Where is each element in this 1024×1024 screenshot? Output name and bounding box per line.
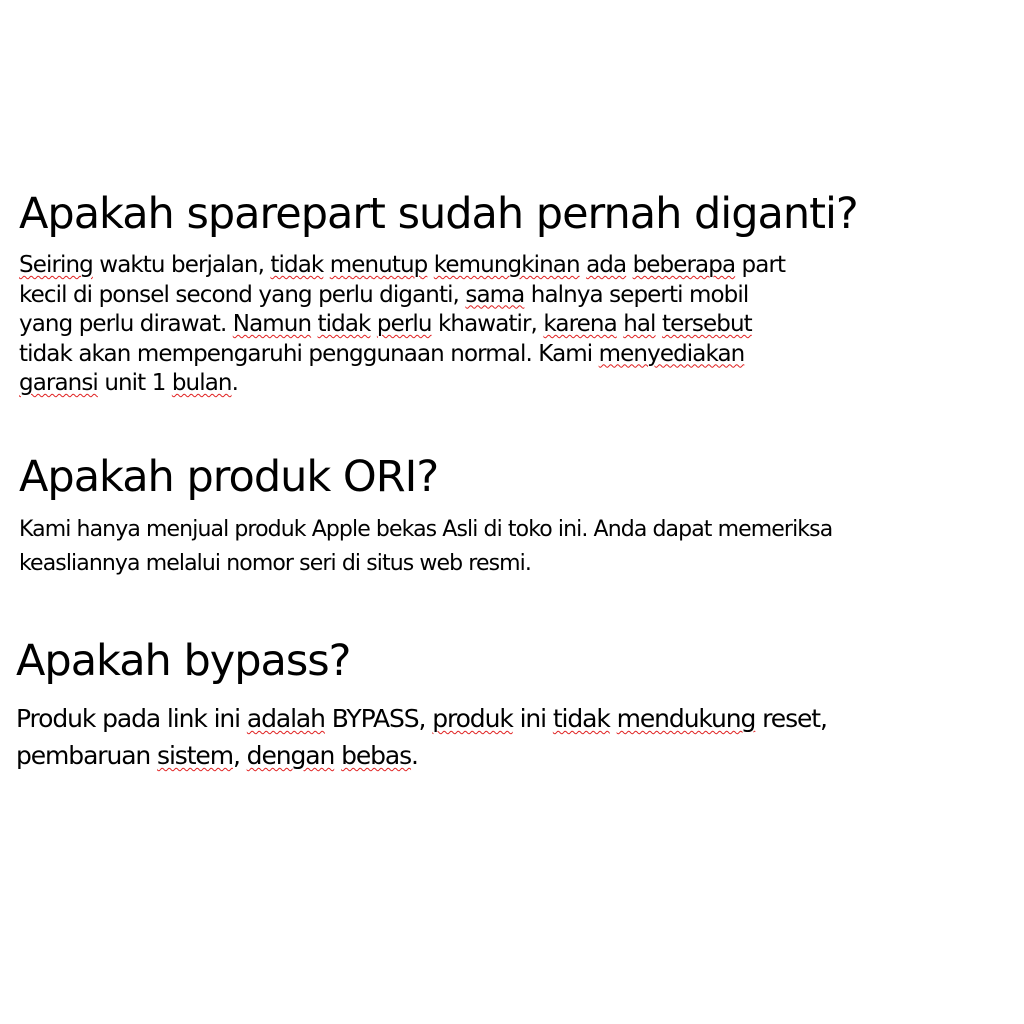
text-run: halnya seperti mobil bbox=[524, 281, 749, 308]
spellcheck-flagged-word: bebas bbox=[341, 741, 412, 770]
spellcheck-flagged-word: Seiring bbox=[19, 252, 93, 278]
paragraph-line bbox=[16, 737, 827, 774]
spellcheck-flagged-word: bulan bbox=[171, 370, 232, 396]
text-run: , bbox=[232, 741, 247, 770]
spellcheck-flagged-word: garansi bbox=[19, 370, 98, 396]
spellcheck-flagged-word: menyediakan bbox=[598, 340, 745, 367]
text-run: BYPASS, bbox=[324, 704, 433, 733]
spellcheck-flagged-word: beberapa bbox=[632, 252, 736, 278]
spellcheck-flagged-word: produk bbox=[432, 704, 513, 733]
spellcheck-flagged-word: adalah bbox=[246, 704, 325, 733]
text-run: pembaruan bbox=[16, 741, 158, 770]
spellcheck-flagged-word: tidak bbox=[317, 311, 371, 337]
spellcheck-flagged-word: ada bbox=[586, 252, 627, 278]
section-1-paragraph bbox=[19, 251, 785, 399]
spellcheck-flagged-word: perlu bbox=[376, 311, 432, 337]
text-run: tidak akan mempengaruhi penggunaan normal. Kami bbox=[19, 340, 599, 367]
section-3-paragraph bbox=[16, 700, 827, 774]
section-2-heading: Apakah produk ORI? bbox=[19, 452, 439, 502]
paragraph-line bbox=[19, 310, 785, 340]
paragraph-line bbox=[19, 513, 832, 547]
section-3-heading: Apakah bypass? bbox=[16, 636, 351, 686]
spellcheck-flagged-word: menutup bbox=[329, 252, 428, 278]
spellcheck-flagged-word: hal bbox=[623, 311, 656, 337]
text-run: Kami hanya menjual produk Apple bekas Asli di toko ini. Anda dapat memeriksa bbox=[19, 517, 833, 542]
spellcheck-flagged-word: sistem bbox=[157, 741, 233, 770]
spellcheck-flagged-word: sama bbox=[465, 281, 525, 308]
paragraph-line bbox=[19, 547, 832, 581]
text-run: waktu berjalan, bbox=[92, 252, 271, 278]
spellcheck-flagged-word: tersebut bbox=[661, 311, 752, 337]
spellcheck-flagged-word: karena bbox=[543, 311, 617, 337]
text-run: kecil di ponsel second yang perlu diganti, bbox=[19, 281, 466, 308]
text-run: khawatir, bbox=[431, 311, 544, 337]
text-run: unit 1 bbox=[97, 370, 172, 396]
spellcheck-flagged-word: dengan bbox=[246, 741, 335, 770]
spellcheck-flagged-word: Namun bbox=[232, 311, 312, 337]
spellcheck-flagged-word: tidak bbox=[270, 252, 324, 278]
paragraph-line bbox=[19, 369, 785, 399]
text-run: yang perlu dirawat. bbox=[19, 311, 233, 337]
text-run: keasliannya melalui nomor seri di situs web resmi. bbox=[19, 551, 531, 576]
spellcheck-flagged-word: kemungkinan bbox=[433, 252, 580, 278]
paragraph-line bbox=[19, 340, 785, 370]
text-run: part bbox=[735, 252, 786, 278]
paragraph-line bbox=[19, 281, 785, 311]
text-run: . bbox=[231, 370, 239, 396]
paragraph-line bbox=[16, 700, 827, 737]
text-run: reset, bbox=[755, 704, 827, 733]
paragraph-line bbox=[19, 251, 785, 281]
text-run: ini bbox=[512, 704, 553, 733]
spellcheck-flagged-word: tidak bbox=[552, 704, 610, 733]
spellcheck-flagged-word: mendukung bbox=[616, 704, 756, 733]
text-run: Produk pada link ini bbox=[16, 704, 247, 733]
text-run: . bbox=[411, 741, 418, 770]
text-run bbox=[610, 704, 617, 733]
section-2-paragraph bbox=[19, 513, 832, 581]
section-1-heading: Apakah sparepart sudah pernah diganti? bbox=[19, 189, 858, 239]
